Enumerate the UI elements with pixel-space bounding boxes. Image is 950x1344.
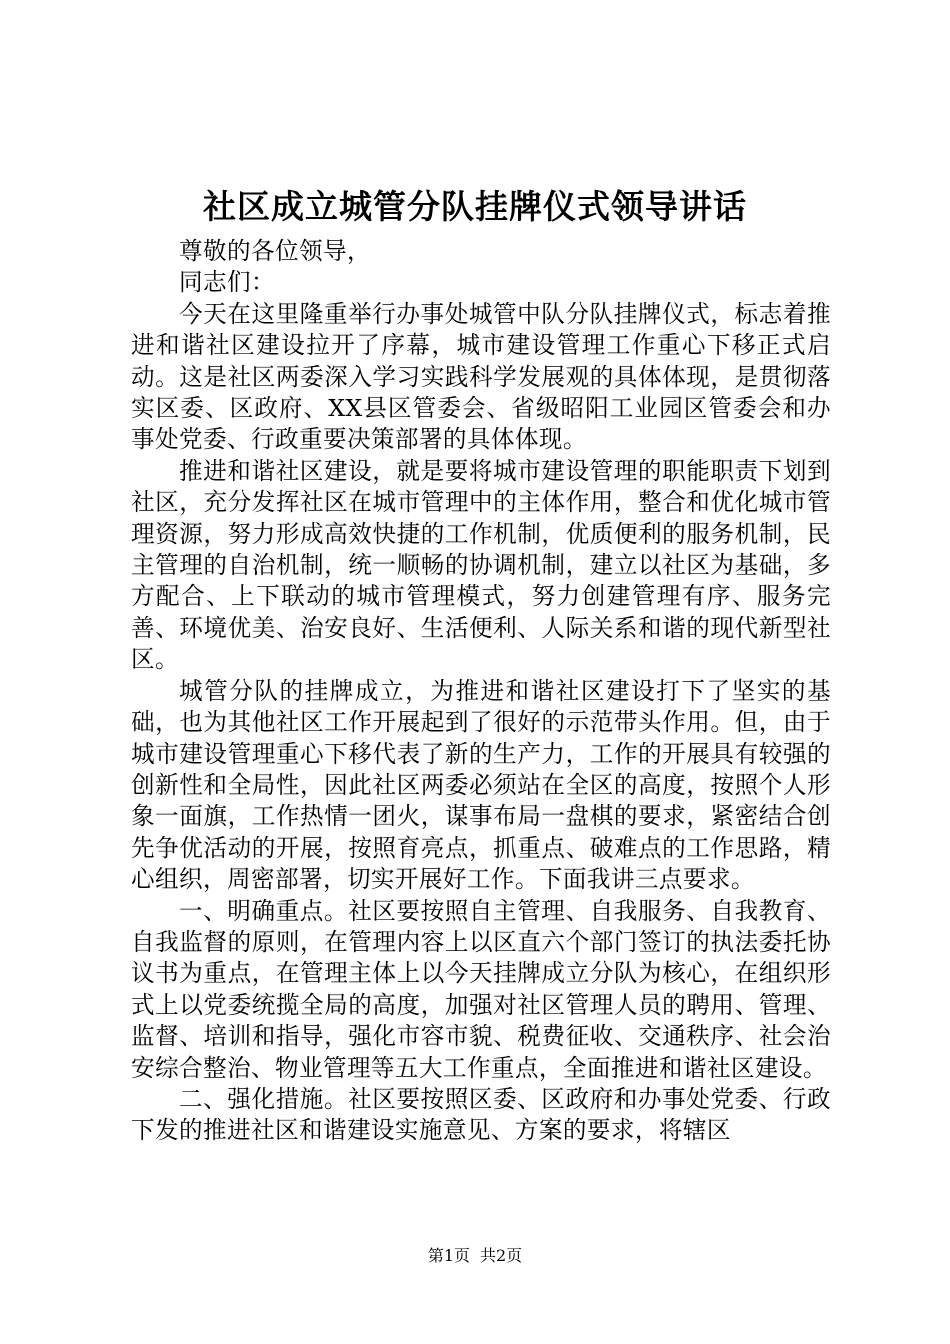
document-body xyxy=(131,236,831,1147)
body-paragraph: 二、强化措施。社区要按照区委、区政府和办事处党委、行政下发的推进社区和谐建设实施意见、方案的要求，将辖区 xyxy=(131,1084,831,1145)
page-number: 第1页 xyxy=(427,1246,470,1265)
page-total: 共2页 xyxy=(480,1246,523,1265)
salutation-line: 同志们： xyxy=(179,268,275,297)
document-title: 社区成立城管分队挂牌仪式领导讲话 xyxy=(203,187,747,226)
body-paragraph: 今天在这里隆重举行办事处城管中队分队挂牌仪式，标志着推进和谐社区建设拉开了序幕，城市建设管理工作重心下移正式启动。这是社区两委深入学习实践科学发展观的具体体现，是贯彻落实区委、区政府、XX县区管委会、省级昭阳工业园区管委会和办事处党委、行政重要决策部署的具体体现。 xyxy=(131,299,831,454)
body-paragraph: 推进和谐社区建设，就是要将城市建设管理的职能职责下划到社区，充分发挥社区在城市管理中的主体作用，整合和优化城市管理资源，努力形成高效快捷的工作机制，优质便利的服务机制，民主管理的自治机制，统一顺畅的协调机制，建立以社区为基础，多方配合、上下联动的城市管理模式，努力创建管理有序、服务完善、环境优美、治安良好、生活便利、人际关系和谐的现代新型社区。 xyxy=(131,456,831,674)
body-paragraph: 一、明确重点。社区要按照自主管理、自我服务、自我教育、自我监督的原则，在管理内容上以区直六个部门签订的执法委托协议书为重点，在管理主体上以今天挂牌成立分队为核心，在组织形式上以党委统揽全局的高度，加强对社区管理人员的聘用、管理、监督、培训和指导，强化市容市貌、税费征收、交通秩序、社会治安综合整治、物业管理等五大工作重点，全面推进和谐社区建设。 xyxy=(131,896,831,1082)
body-paragraph: 城管分队的挂牌成立，为推进和谐社区建设打下了坚实的基础，也为其他社区工作开展起到了很好的示范带头作用。但，由于城市建设管理重心下移代表了新的生产力，工作的开展具有较强的创新性和全局性，因此社区两委必须站在全区的高度，按照个人形象一面旗，工作热情一团火，谋事布局一盘棋的要求，紧密结合创先争优活动的开展，按照育亮点，抓重点、破难点的工作思路，精心组织，周密部署，切实开展好工作。下面我讲三点要求。 xyxy=(131,676,831,894)
salutation-line: 尊敬的各位领导， xyxy=(179,237,371,265)
page-footer xyxy=(0,1245,950,1267)
